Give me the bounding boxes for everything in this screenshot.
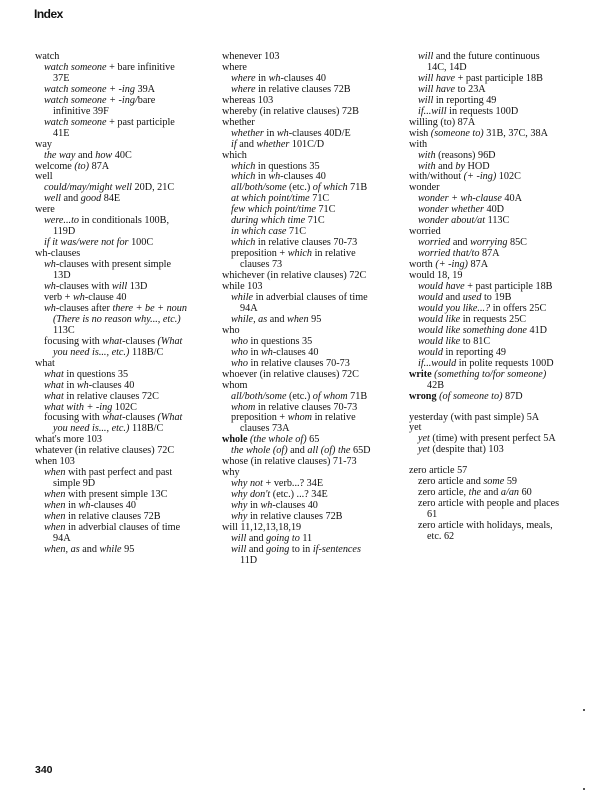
index-headword: whole (the whole of) 65 bbox=[222, 434, 320, 446]
index-subentry: were...to in conditionals 100B, bbox=[44, 215, 169, 227]
index-headword: worth (+ -ing) 87A bbox=[409, 259, 489, 271]
index-subentry: few which point/time 71C bbox=[231, 204, 336, 216]
index-headword: where bbox=[222, 61, 247, 73]
index-subentry: zero article with holidays, meals, bbox=[418, 520, 553, 532]
page-number: 340 bbox=[35, 764, 53, 776]
index-subentry: where in wh-clauses 40 bbox=[231, 72, 326, 84]
letter-group-divider bbox=[409, 403, 591, 413]
index-subentry: all/both/some (etc.) of which 71B bbox=[231, 182, 368, 194]
index-subentry: would like something done 41D bbox=[418, 324, 548, 336]
index-subentry: worried and worrying 85C bbox=[418, 237, 527, 249]
index-subentry: focusing with what-clauses (What bbox=[44, 412, 183, 424]
index-subentry-cont: 13D bbox=[53, 270, 71, 282]
index-subentry: yet (despite that) 103 bbox=[418, 444, 504, 456]
index-subentry-cont: 41E bbox=[53, 127, 70, 139]
index-headword: whenever 103 bbox=[222, 51, 280, 62]
index-subentry-cont: etc. 62 bbox=[427, 531, 455, 543]
index-headword: write (something to/for someone) bbox=[409, 368, 547, 380]
index-subentry: if it was/were not for 100C bbox=[44, 237, 154, 249]
index-headword: when 103 bbox=[35, 456, 75, 468]
index-subentry: watch someone + past participle bbox=[44, 116, 175, 128]
index-subentry: preposition + whom in relative bbox=[231, 412, 356, 424]
index-subentry: while, as and when 95 bbox=[231, 313, 322, 325]
index-subentry: why don't (etc.) ...? 34E bbox=[231, 489, 328, 501]
index-column-1 bbox=[35, 52, 213, 556]
index-subentry: when in adverbial clauses of time bbox=[44, 521, 181, 533]
index-subentry: will and going to in if-sentences bbox=[231, 543, 361, 555]
index-headword: watch bbox=[35, 51, 60, 62]
index-headword: why bbox=[222, 467, 240, 479]
index-subentry: in which case 71C bbox=[231, 226, 306, 238]
index-headword: way bbox=[35, 138, 52, 150]
index-subentry-cont: 42B bbox=[427, 379, 444, 391]
index-headword: whether bbox=[222, 116, 255, 128]
index-subentry: the whole (of) and all (of) the 65D bbox=[231, 445, 371, 457]
index-headword: well bbox=[35, 171, 53, 183]
index-subentry: zero article with people and places bbox=[418, 498, 560, 510]
index-subentry: would and used to 19B bbox=[418, 291, 512, 303]
index-column-3 bbox=[409, 52, 591, 543]
index-subentry: wonder whether 40D bbox=[418, 204, 505, 216]
index-subentry-cont: (There is no reason why..., etc.) bbox=[53, 313, 181, 325]
index-subentry: if and whether 101C/D bbox=[231, 138, 325, 150]
index-subentry-cont: infinitive 39F bbox=[53, 105, 109, 117]
index-subentry: what in relative clauses 72C bbox=[44, 390, 159, 402]
index-subentry: wh-clauses with will 13D bbox=[44, 281, 148, 293]
index-subentry: why in wh-clauses 40 bbox=[231, 500, 318, 512]
index-subentry: will in reporting 49 bbox=[418, 94, 497, 106]
index-subentry-cont: 61 bbox=[427, 509, 438, 521]
index-headword: were bbox=[35, 204, 55, 216]
index-subentry-cont: 94A bbox=[240, 302, 258, 314]
index-subentry-cont: 11D bbox=[240, 554, 258, 566]
index-headword: wh-clauses bbox=[35, 248, 81, 260]
index-subentry: when, as and while 95 bbox=[44, 543, 135, 555]
index-subentry: with and by HOD bbox=[418, 160, 490, 172]
index-subentry-cont: you need is..., etc.) 118B/C bbox=[53, 346, 164, 358]
index-subentry: while in adverbial clauses of time bbox=[231, 291, 368, 303]
scan-speck bbox=[583, 788, 585, 790]
index-headword: would 18, 19 bbox=[409, 270, 463, 282]
scan-speck bbox=[583, 709, 585, 711]
index-subentry: verb + wh-clause 40 bbox=[44, 291, 127, 303]
index-subentry-cont: you need is..., etc.) 118B/C bbox=[53, 423, 164, 435]
index-headword: whom bbox=[222, 379, 248, 391]
index-subentry: whom in relative clauses 70-73 bbox=[231, 401, 358, 413]
index-subentry: would like in requests 25C bbox=[418, 313, 527, 325]
index-subentry: during which time 71C bbox=[231, 215, 325, 227]
index-subentry: where in relative clauses 72B bbox=[231, 83, 351, 95]
index-subentry: would like to 81C bbox=[418, 335, 491, 347]
index-subentry: who in relative clauses 70-73 bbox=[231, 357, 350, 369]
index-subentry: watch someone + -ing/bare bbox=[44, 94, 156, 106]
index-column-2 bbox=[222, 52, 406, 567]
index-subentry: watch someone + -ing 39A bbox=[44, 83, 156, 95]
index-subentry-cont: clauses 73 bbox=[240, 259, 283, 271]
index-headword: welcome (to) 87A bbox=[35, 160, 110, 172]
index-subentry: with (reasons) 96D bbox=[418, 149, 496, 161]
index-headword: whereas 103 bbox=[222, 94, 274, 106]
index-subentry: which in relative clauses 70-73 bbox=[231, 237, 358, 249]
index-headword: which bbox=[222, 149, 247, 161]
index-subentry: what in questions 35 bbox=[44, 368, 129, 380]
index-subentry: preposition + which in relative bbox=[231, 248, 356, 260]
index-headword: whereby (in relative clauses) 72B bbox=[222, 105, 359, 117]
index-subentry: would you like...? in offers 25C bbox=[418, 302, 547, 314]
index-headword: will 11,12,13,18,19 bbox=[222, 521, 302, 533]
index-subentry: will have + past participle 18B bbox=[418, 72, 543, 84]
index-subentry: could/may/might well 20D, 21C bbox=[44, 182, 175, 194]
index-headword: willing (to) 87A bbox=[409, 116, 476, 128]
index-headword: what bbox=[35, 357, 55, 369]
index-subentry: if...will in requests 100D bbox=[418, 105, 519, 117]
index-subentry: when with present simple 13C bbox=[44, 489, 168, 501]
index-subentry-cont: 37E bbox=[53, 72, 70, 84]
index-subentry: why not + verb...? 34E bbox=[231, 478, 324, 490]
index-headword: zero article 57 bbox=[409, 465, 468, 477]
index-subentry: what in wh-clauses 40 bbox=[44, 379, 135, 391]
index-subentry: focusing with what-clauses (What bbox=[44, 335, 183, 347]
index-subentry-cont: 94A bbox=[53, 532, 71, 544]
index-subentry: when in relative clauses 72B bbox=[44, 511, 161, 523]
index-subentry: would have + past participle 18B bbox=[418, 281, 553, 293]
index-subentry: wh-clauses with present simple bbox=[44, 259, 172, 271]
index-subentry-cont: clauses 73A bbox=[240, 423, 290, 435]
index-header: Index bbox=[34, 7, 63, 21]
index-headword: whoever (in relative clauses) 72C bbox=[222, 368, 359, 380]
index-subentry: watch someone + bare infinitive bbox=[44, 61, 175, 73]
index-headword: with/without (+ -ing) 102C bbox=[409, 171, 521, 183]
index-subentry-cont: 14C, 14D bbox=[427, 61, 467, 73]
index-subentry: zero article, the and a/an 60 bbox=[418, 487, 532, 499]
index-subentry: when in wh-clauses 40 bbox=[44, 500, 136, 512]
index-subentry: whether in wh-clauses 40D/E bbox=[231, 127, 351, 139]
index-subentry: well and good 84E bbox=[44, 193, 121, 205]
index-subentry: who in wh-clauses 40 bbox=[231, 346, 319, 358]
index-subentry: what with + -ing 102C bbox=[44, 401, 137, 413]
index-subentry: worried that/to 87A bbox=[418, 248, 500, 260]
index-headword: whichever (in relative clauses) 72C bbox=[222, 270, 367, 282]
index-headword: yesterday (with past simple) 5A bbox=[409, 411, 540, 423]
index-headword: wish (someone to) 31B, 37C, 38A bbox=[409, 127, 548, 139]
index-headword: wonder bbox=[409, 182, 440, 194]
index-subentry-cont: 119D bbox=[53, 226, 76, 238]
index-subentry: yet (time) with present perfect 5A bbox=[418, 433, 556, 445]
index-subentry: will and the future continuous bbox=[418, 51, 540, 62]
index-subentry: which in wh-clauses 40 bbox=[231, 171, 326, 183]
index-headword: worried bbox=[409, 226, 441, 238]
index-subentry: when with past perfect and past bbox=[44, 467, 173, 479]
index-subentry: will have to 23A bbox=[418, 83, 486, 95]
index-headword: wrong (of someone to) 87D bbox=[409, 390, 523, 402]
index-subentry: wh-clauses after there + be + noun bbox=[44, 302, 187, 314]
index-headword: whatever (in relative clauses) 72C bbox=[35, 445, 175, 457]
index-subentry: the way and how 40C bbox=[44, 149, 132, 161]
index-subentry: who in questions 35 bbox=[231, 335, 313, 347]
index-headword: while 103 bbox=[222, 281, 263, 293]
index-subentry-cont: simple 9D bbox=[53, 478, 96, 490]
index-subentry: all/both/some (etc.) of whom 71B bbox=[231, 390, 368, 402]
index-headword: yet bbox=[409, 422, 422, 434]
index-subentry: zero article and some 59 bbox=[418, 476, 518, 488]
index-subentry: will and going to 11 bbox=[231, 532, 313, 544]
index-headword: whose (in relative clauses) 71-73 bbox=[222, 456, 357, 468]
index-headword: with bbox=[409, 138, 428, 150]
index-headword: who bbox=[222, 324, 240, 336]
index-subentry: which in questions 35 bbox=[231, 160, 320, 172]
index-subentry: wonder about/at 113C bbox=[418, 215, 510, 227]
index-headword: what's more 103 bbox=[35, 434, 102, 446]
index-subentry: if...would in polite requests 100D bbox=[418, 357, 554, 369]
index-subentry: at which point/time 71C bbox=[231, 193, 330, 205]
index-subentry: why in relative clauses 72B bbox=[231, 511, 343, 523]
index-subentry: would in reporting 49 bbox=[418, 346, 507, 358]
index-subentry-cont: 113C bbox=[53, 324, 75, 336]
index-subentry: wonder + wh-clause 40A bbox=[418, 193, 522, 205]
